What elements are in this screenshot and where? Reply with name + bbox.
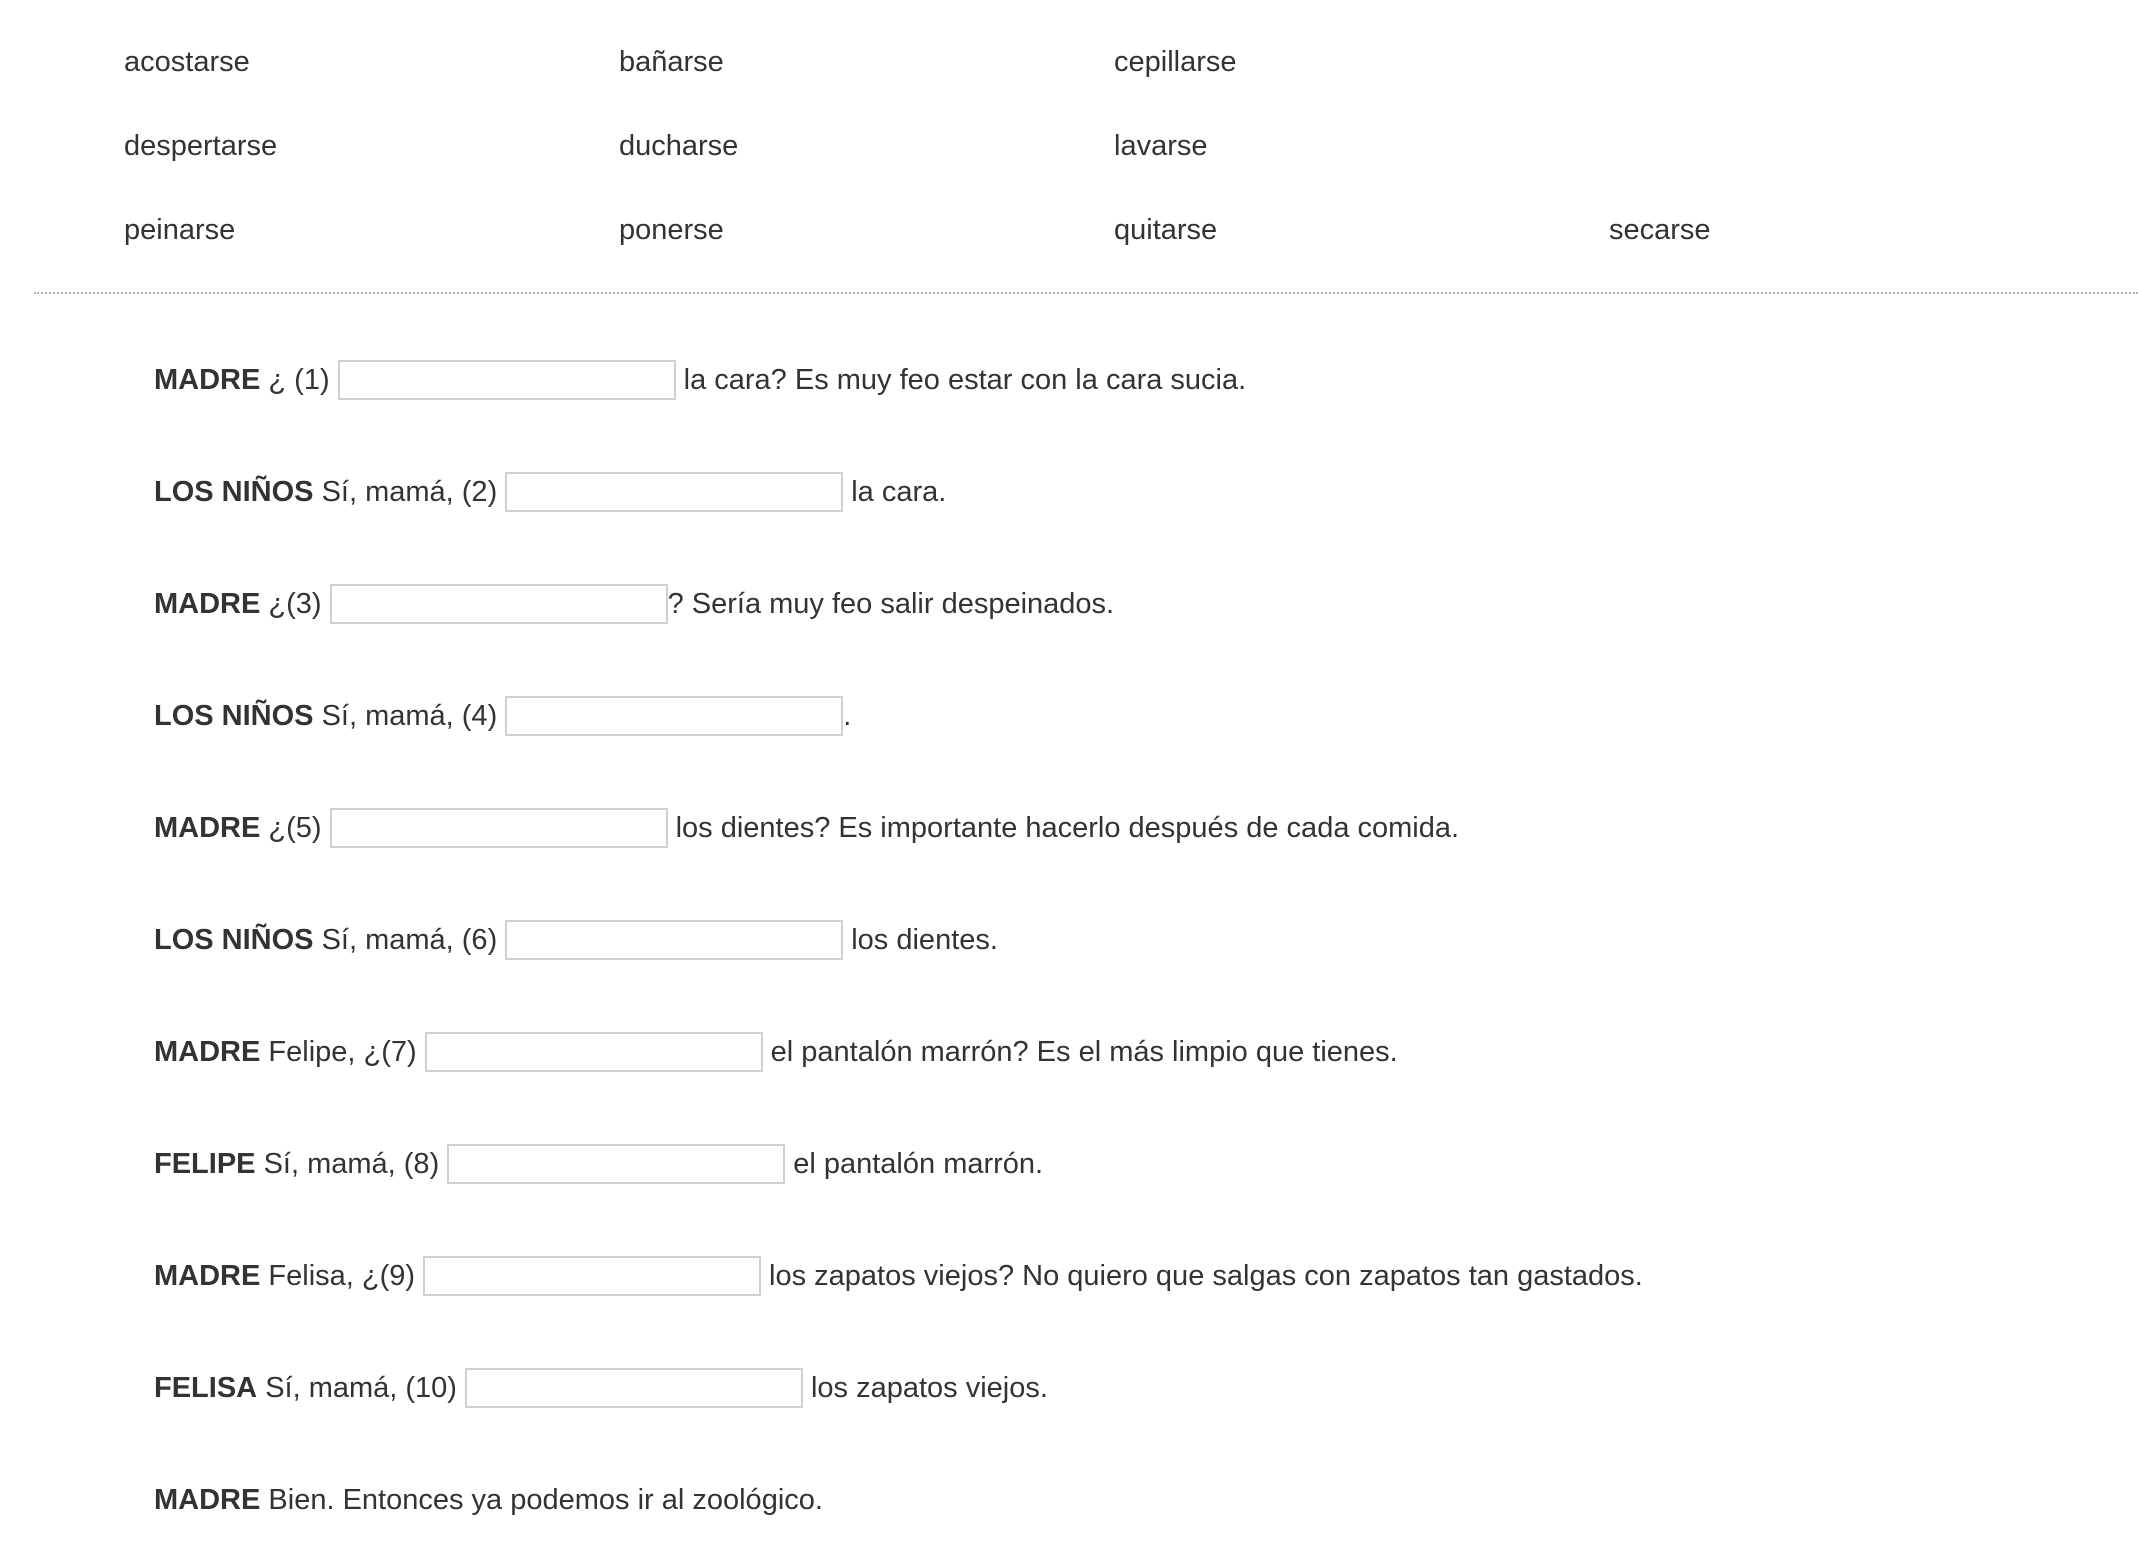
speaker-label: MADRE xyxy=(154,1035,261,1068)
line-text-after: ? Sería muy feo salir despeinados. xyxy=(667,587,1115,620)
line-text-after: la cara? Es muy feo estar con la cara sucia. xyxy=(683,363,1247,396)
word-bank-item: secarse xyxy=(1609,213,1711,246)
answer-input-1[interactable] xyxy=(338,360,676,400)
dialogue-line xyxy=(154,1332,2114,1444)
line-text-after: los zapatos viejos? No quiero que salgas con zapatos tan gastados. xyxy=(769,1259,1643,1292)
dialogue-line xyxy=(154,884,2114,996)
line-text-after: los dientes? Es importante hacerlo después de cada comida. xyxy=(675,811,1460,844)
answer-input-8[interactable] xyxy=(447,1144,785,1184)
line-text-after: el pantalón marrón? Es el más limpio que tienes. xyxy=(770,1035,1398,1068)
line-text-before: Felipe, ¿(7) xyxy=(268,1035,417,1068)
word-bank-item: despertarse xyxy=(124,129,278,162)
dialogue-line xyxy=(154,772,2114,884)
dialogue-line xyxy=(154,548,2114,660)
line-text-after: los dientes. xyxy=(851,923,998,956)
dialogue-line xyxy=(154,1444,2114,1556)
speaker-label: MADRE xyxy=(154,1259,261,1292)
dialogue-line xyxy=(154,996,2114,1108)
word-bank-item: bañarse xyxy=(619,45,724,78)
section-divider xyxy=(34,292,2138,294)
speaker-label: FELIPE xyxy=(154,1147,256,1180)
speaker-label: MADRE xyxy=(154,1483,261,1516)
word-bank-item: quitarse xyxy=(1114,213,1218,246)
word-bank-row xyxy=(124,188,2104,272)
line-text-before: Sí, mamá, (4) xyxy=(321,699,498,732)
speaker-label: MADRE xyxy=(154,587,261,620)
word-bank xyxy=(124,20,2104,272)
line-text-before: Sí, mamá, (10) xyxy=(265,1371,457,1404)
line-text-before: ¿(5) xyxy=(268,811,322,844)
line-text-before: Sí, mamá, (2) xyxy=(321,475,498,508)
answer-input-4[interactable] xyxy=(505,696,843,736)
word-bank-item: acostarse xyxy=(124,45,250,78)
speaker-label: FELISA xyxy=(154,1371,258,1404)
word-bank-row xyxy=(124,20,2104,104)
line-text-before: ¿ (1) xyxy=(268,363,330,396)
word-bank-item: peinarse xyxy=(124,213,236,246)
line-text-before: Sí, mamá, (8) xyxy=(263,1147,440,1180)
answer-input-6[interactable] xyxy=(505,920,843,960)
answer-input-2[interactable] xyxy=(505,472,843,512)
dialogue-line xyxy=(154,436,2114,548)
speaker-label: MADRE xyxy=(154,811,261,844)
word-bank-item: cepillarse xyxy=(1114,45,1237,78)
line-text-after: los zapatos viejos. xyxy=(810,1371,1048,1404)
speaker-label: LOS NIÑOS xyxy=(154,699,314,732)
dialogue xyxy=(154,324,2114,1556)
line-text-after: el pantalón marrón. xyxy=(793,1147,1044,1180)
speaker-label: LOS NIÑOS xyxy=(154,475,314,508)
answer-input-10[interactable] xyxy=(465,1368,803,1408)
dialogue-line xyxy=(154,1108,2114,1220)
answer-input-7[interactable] xyxy=(425,1032,763,1072)
line-text-before: ¿(3) xyxy=(268,587,322,620)
line-text-closing: Bien. Entonces ya podemos ir al zoológico. xyxy=(268,1483,823,1516)
dialogue-line xyxy=(154,324,2114,436)
answer-input-5[interactable] xyxy=(330,808,668,848)
word-bank-item: ducharse xyxy=(619,129,739,162)
dialogue-line xyxy=(154,1220,2114,1332)
word-bank-item: ponerse xyxy=(619,213,724,246)
line-text-before: Sí, mamá, (6) xyxy=(321,923,498,956)
line-text-after: la cara. xyxy=(851,475,947,508)
speaker-label: LOS NIÑOS xyxy=(154,923,314,956)
dialogue-line xyxy=(154,660,2114,772)
line-text-before: Felisa, ¿(9) xyxy=(268,1259,416,1292)
word-bank-row xyxy=(124,104,2104,188)
answer-input-3[interactable] xyxy=(330,584,668,624)
word-bank-item: lavarse xyxy=(1114,129,1208,162)
line-text-after: . xyxy=(843,699,852,732)
speaker-label: MADRE xyxy=(154,363,261,396)
answer-input-9[interactable] xyxy=(423,1256,761,1296)
